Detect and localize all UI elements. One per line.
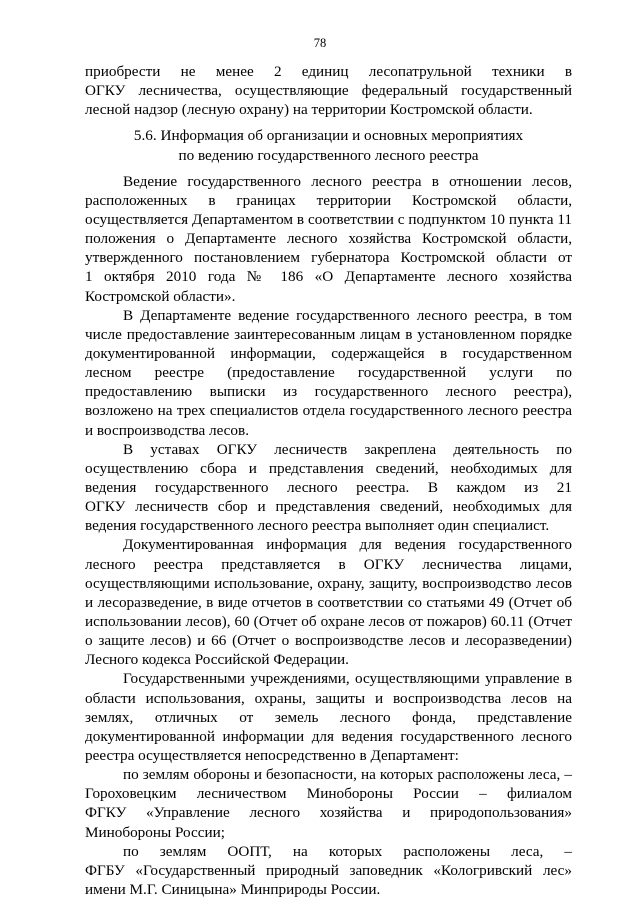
text-line: и воспроизводства лесов. [85,422,249,439]
text-line: ФГКУ «Управление лесного хозяйства и природопользования» [85,804,572,821]
text-line: лесной надзор (лесную охрану) на территории Костромской области. [85,101,533,118]
text-line: 1 октября 2010 года № 186 «О Департаменте лесного хозяйства [85,268,572,285]
text-line: Минобороны России; [85,824,225,841]
text-line: Гороховецким лесничеством Минобороны России – филиалом [85,785,572,802]
text-line: Ведение государственного лесного реестра в отношении лесов, [123,173,572,190]
text-line: ведения государственного лесного реестра выполняет один специалист. [85,517,550,534]
text-line: В уставах ОГКУ лесничеств закреплена деятельность по [123,441,572,458]
text-line: осуществляющими использование, охрану, защиту, воспроизводство лесов [85,575,572,592]
text-line: предоставлению выписки из государственного лесного реестра), [85,383,572,400]
text-line: ОГКУ лесничества, осуществляющие федеральный государственный [85,82,572,99]
text-line: лесном реестре (предоставление государственной услуги по [85,364,572,381]
text-line: по землям ООПТ, на которых расположены леса, – [123,843,572,860]
text-line: расположенных в границах территории Костромской области, [85,192,572,209]
text-line: ФГБУ «Государственный природный заповедник «Кологривский лес» [85,862,572,879]
text-line: реестра осуществляется непосредственно в Департамент: [85,747,459,764]
section-heading-line: по ведению государственного лесного реестра [178,147,479,164]
text-line: В Департаменте ведение государственного лесного реестра, в том [123,307,572,324]
text-line: Лесного кодекса Российской Федерации. [85,651,349,668]
text-line: ведения государственного лесного реестра. В каждом из 21 [85,479,572,496]
text-line: землях, отличных от земель лесного фонда, представление [85,709,572,726]
text-line: возложено на трех специалистов отдела государственного лесного реестра [85,402,572,419]
text-line: документированной информации, содержащейся в государственном [85,345,572,362]
text-line: использовании лесов), 60 (Отчет об охране лесов от пожаров) 60.11 (Отчет [85,613,572,630]
section-heading-line: 5.6. Информация об организации и основных мероприятиях [133,127,524,144]
text-line: имени М.Г. Синицына» Минприроды России. [85,881,381,898]
text-line: и лесоразведение, в виде отчетов в соответствии со статьями 49 (Отчет об [85,594,572,611]
text-line: Документированная информация для ведения государственного [123,536,572,553]
text-line: числе предоставление заинтересованным лицам в установленном порядке [85,326,572,343]
text-line: области использования, охраны, защиты и воспроизводства лесов на [85,690,572,707]
text-line: утвержденного постановлением губернатора Костромской области от [85,249,572,266]
text-line: о защите лесов) и 66 (Отчет о воспроизводстве лесов и лесоразведении) [85,632,572,649]
text-line: по землям обороны и безопасности, на которых расположены леса, – [123,766,572,783]
text-line: осуществляется Департаментом в соответствии с подпунктом 10 пункта 11 [85,211,572,228]
text-line: Государственными учреждениями, осуществляющими управление в [123,670,572,687]
text-line: лесного реестра представляется в ОГКУ лесничества лицами, [85,556,572,573]
text-line: документированной информации для ведения государственного лесного [85,728,572,745]
text-line: положения о Департаменте лесного хозяйства Костромской области, [85,230,572,247]
text-line: приобрести не менее 2 единиц лесопатрульной техники в [85,63,572,80]
text-line: осуществлению сбора и представления сведений, необходимых для [85,460,572,477]
text-line: ОГКУ лесничеств сбор и представления сведений, необходимых для [85,498,572,515]
page-number: 78 [313,36,327,50]
text-line: Костромской области». [85,288,236,305]
